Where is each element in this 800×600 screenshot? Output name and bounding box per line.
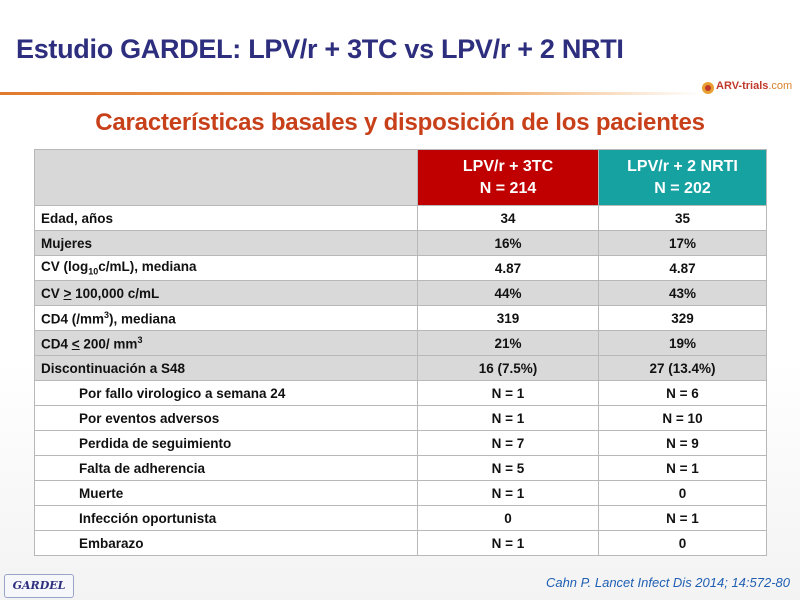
row-label: Por fallo virologico a semana 24 [35,381,418,406]
value-lpv-2nrti: 0 [599,481,767,506]
value-lpv-2nrti: N = 1 [599,506,767,531]
table-row [35,506,767,531]
row-label: Embarazo [35,531,418,556]
slide-title: Estudio GARDEL: LPV/r + 3TC vs LPV/r + 2 NRTI [16,34,624,64]
table-row [35,406,767,431]
table-row [35,356,767,381]
row-label [35,331,418,356]
table-header-row [35,150,767,206]
logo-domain: .com [768,80,793,92]
table-row [35,256,767,281]
value-lpv-2nrti: 0 [599,531,767,556]
value-lpv-2nrti: 35 [599,206,767,231]
label-part: c/mL), mediana [98,259,197,275]
citation: Cahn P. Lancet Infect Dis 2014; 14:572-80 [545,575,790,590]
value-lpv-2nrti: 43% [599,281,767,306]
row-label: Por eventos adversos [35,406,418,431]
value-lpv-2nrti: N = 10 [599,406,767,431]
value-lpv-3tc: 4.87 [418,256,599,281]
label-superscript: 3 [104,309,110,320]
table-row [35,481,767,506]
label-operator: < [71,336,80,352]
value-lpv-3tc: N = 5 [418,456,599,481]
value-lpv-3tc: 16% [418,231,599,256]
header-n-label: N = 202 [654,179,711,197]
value-lpv-2nrti: 17% [599,231,767,256]
label-part: 200/ mm [79,336,138,352]
gardel-badge: GARDEL [4,574,74,598]
table-row [35,456,767,481]
title-divider [0,92,700,95]
label-part: CD4 [41,336,72,352]
label-part: 100,000 c/mL [71,285,160,301]
value-lpv-2nrti: 329 [599,306,767,331]
label-part: ), mediana [109,311,176,327]
row-label [35,306,418,331]
header-arm-label: LPV/r + 3TC [462,157,554,175]
table-row [35,281,767,306]
row-label: Infección oportunista [35,506,418,531]
header-blank-cell [35,150,418,206]
table-row [35,231,767,256]
table-row [35,381,767,406]
label-superscript: 3 [137,334,143,345]
value-lpv-3tc: N = 7 [418,431,599,456]
table-row [35,331,767,356]
value-lpv-3tc: 16 (7.5%) [418,356,599,381]
value-lpv-3tc: 0 [418,506,599,531]
label-part: CD4 (/mm [41,311,105,327]
value-lpv-2nrti: 19% [599,331,767,356]
header-arm-label: LPV/r + 2 NRTI [627,157,738,175]
slide-subtitle: Características basales y disposición de los pacientes [95,109,705,136]
table-row [35,206,767,231]
value-lpv-3tc: 44% [418,281,599,306]
value-lpv-3tc: N = 1 [418,531,599,556]
row-label: Mujeres [35,231,418,256]
label-part: CV (log [41,259,89,275]
table-row [35,531,767,556]
value-lpv-3tc: 34 [418,206,599,231]
table-row [35,306,767,331]
row-label [35,256,418,281]
value-lpv-2nrti: N = 1 [599,456,767,481]
row-label: Muerte [35,481,418,506]
value-lpv-2nrti: 4.87 [599,256,767,281]
row-label: Perdida de seguimiento [35,431,418,456]
row-label: Discontinuación a S48 [35,356,418,381]
label-operator: > [63,285,72,301]
table-row [35,431,767,456]
row-label [35,281,418,306]
value-lpv-2nrti: N = 6 [599,381,767,406]
value-lpv-3tc: N = 1 [418,406,599,431]
header-lpv-2nrti [599,150,767,206]
value-lpv-2nrti: N = 9 [599,431,767,456]
logo-name: ARV-trials [716,80,769,92]
baseline-table [34,149,767,556]
value-lpv-3tc: 319 [418,306,599,331]
value-lpv-3tc: N = 1 [418,381,599,406]
label-part: CV [41,285,64,301]
value-lpv-3tc: N = 1 [418,481,599,506]
header-n-label: N = 214 [479,179,537,197]
value-lpv-2nrti: 27 (13.4%) [599,356,767,381]
value-lpv-3tc: 21% [418,331,599,356]
label-subscript: 10 [88,266,99,277]
header-lpv-3tc [418,150,599,206]
logo-text [716,80,792,92]
row-label: Edad, años [35,206,418,231]
row-label: Falta de adherencia [35,456,418,481]
